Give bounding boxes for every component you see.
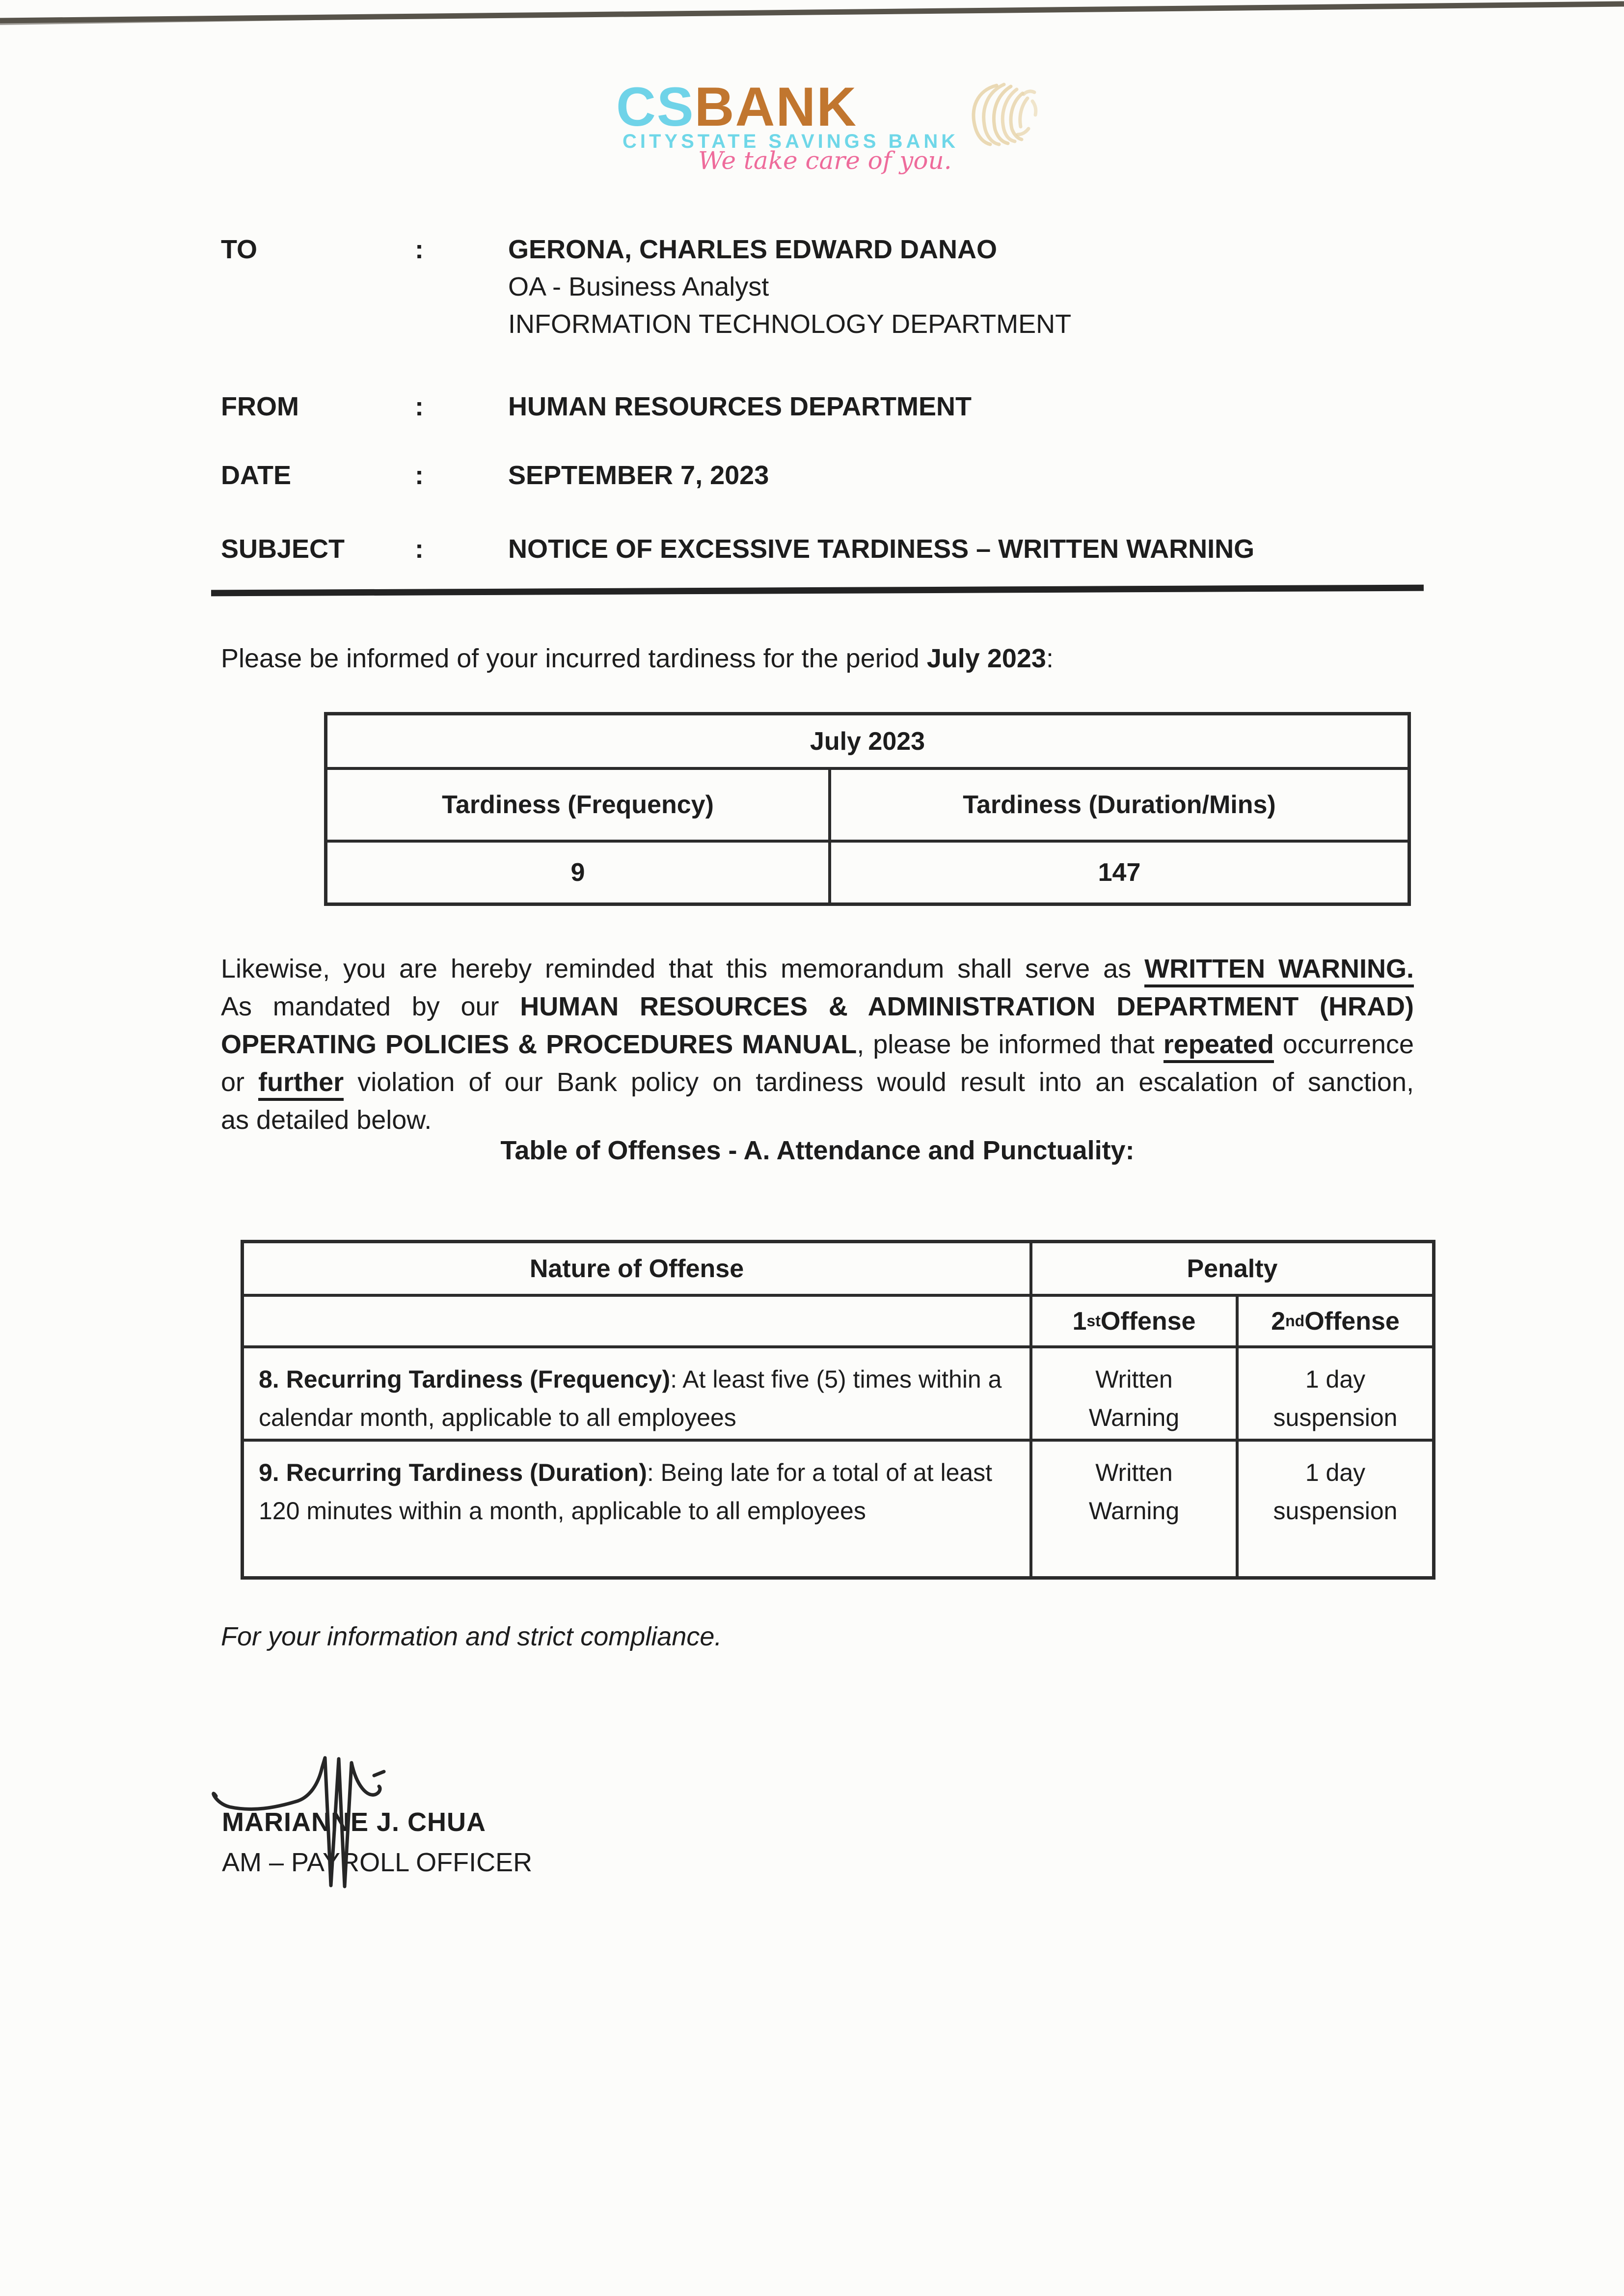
tardiness-frequency-value: 9: [327, 840, 828, 902]
tardiness-table-title: July 2023: [810, 727, 925, 756]
offense-table-heading: Table of Offenses - A. Attendance and Punctuality:: [500, 1136, 1135, 1165]
offense-row-9-description: [244, 1439, 1029, 1576]
line3-text-a: , please be informed that: [857, 1030, 1164, 1059]
body-paragraph: [221, 950, 1414, 1139]
line2-text: As mandated by our: [221, 992, 520, 1021]
offense-8-first-penalty: [1029, 1345, 1236, 1439]
lion-mane-icon: [950, 82, 1046, 146]
penalty-word: suspension: [1273, 1404, 1398, 1431]
to-label: TO: [221, 235, 258, 264]
offense-8-detail: : At least five (5) times within a calendar month, applicable to all employees: [259, 1366, 1002, 1431]
intro-prefix: Please be informed of your incurred tardiness for the period: [221, 644, 927, 673]
penalty-word: Warning: [1088, 1497, 1180, 1525]
from-colon: :: [415, 392, 424, 421]
header-divider-rule: [211, 585, 1424, 597]
to-value: [508, 231, 1071, 343]
offense-table: [241, 1240, 1435, 1580]
date-colon: :: [415, 461, 424, 490]
recipient-department: INFORMATION TECHNOLOGY DEPARTMENT: [508, 309, 1072, 339]
paragraph-line-3: [221, 1026, 1414, 1064]
line4-text-a: or: [221, 1067, 259, 1097]
line3-text-b: occurrence: [1273, 1030, 1414, 1059]
intro-sentence: [221, 643, 1054, 674]
recipient-position: OA - Business Analyst: [508, 272, 769, 301]
intro-colon: :: [1046, 644, 1054, 673]
signatory-name: MARIANNE J. CHUA: [222, 1807, 487, 1837]
first-offense-word: Offense: [1100, 1307, 1196, 1336]
tardiness-duration-header: Tardiness (Duration/Mins): [828, 767, 1407, 840]
offense-9-second-penalty: [1236, 1439, 1432, 1576]
subject-value: NOTICE OF EXCESSIVE TARDINESS – WRITTEN WARNING: [508, 534, 1255, 564]
line1-text: Likewise, you are hereby reminded that this memorandum shall serve as: [221, 954, 1145, 984]
from-label: FROM: [221, 392, 299, 421]
logo-bank-text: BANK: [694, 76, 858, 137]
paragraph-line-5: as detailed below.: [221, 1105, 432, 1135]
hrad-emphasis: HUMAN RESOURCES & ADMINISTRATION DEPARTMENT (HRAD): [520, 992, 1414, 1021]
paragraph-line-4: [221, 1064, 1414, 1101]
paragraph-line-2: [221, 988, 1414, 1026]
first-offense-header: [1029, 1294, 1236, 1345]
offense-9-first-penalty: [1029, 1439, 1236, 1576]
intro-period: July 2023: [926, 644, 1046, 673]
paragraph-line-1: [221, 950, 1414, 988]
signature-scribble: [201, 1738, 407, 1905]
from-value: HUMAN RESOURCES DEPARTMENT: [508, 392, 972, 421]
penalty-word: Written: [1095, 1459, 1173, 1486]
offense-9-title: 9. Recurring Tardiness (Duration): [259, 1459, 647, 1486]
recipient-name: GERONA, CHARLES EDWARD DANAO: [508, 235, 998, 264]
second-offense-header: [1236, 1294, 1432, 1345]
logo-tagline: We take care of you.: [698, 146, 952, 175]
signatory-title: AM – PAYROLL OFFICER: [222, 1848, 533, 1877]
closing-note: For your information and strict compliance.: [221, 1622, 722, 1651]
scan-top-edge-line: [0, 0, 1624, 34]
tardiness-frequency-header: Tardiness (Frequency): [327, 767, 828, 840]
second-offense-word: Offense: [1304, 1307, 1400, 1336]
penalty-word: Written: [1095, 1366, 1173, 1393]
offense-8-second-penalty: [1236, 1345, 1432, 1439]
bank-logo-wordmark: [616, 76, 858, 137]
first-offense-num: 1: [1072, 1307, 1087, 1336]
line4-text-b: violation of our Bank policy on tardiness would result into an escalation of sanction,: [344, 1067, 1414, 1097]
penalty-word: 1 day: [1305, 1366, 1366, 1393]
offense-9-detail: : Being late for a total of at least 120 minutes within a month, applicable to all employees: [259, 1459, 993, 1525]
second-offense-sup: nd: [1285, 1312, 1305, 1330]
logo-cs-text: CS: [616, 76, 695, 137]
penalty-word: suspension: [1273, 1497, 1398, 1525]
to-colon: :: [415, 235, 424, 264]
second-offense-num: 2: [1271, 1307, 1286, 1336]
nature-of-offense-header: Nature of Offense: [529, 1254, 744, 1283]
penalty-word: 1 day: [1305, 1459, 1366, 1486]
subject-colon: :: [415, 534, 424, 564]
empty-cell: [244, 1294, 1029, 1345]
written-warning-emphasis: WRITTEN WARNING.: [1144, 954, 1414, 987]
tardiness-duration-value: 147: [828, 840, 1407, 902]
offense-row-8-description: [244, 1345, 1029, 1439]
tardiness-summary-table: [324, 712, 1411, 906]
penalty-header: Penalty: [1029, 1243, 1432, 1294]
logo-subtitle: CITYSTATE SAVINGS BANK: [623, 131, 959, 152]
repeated-emphasis: repeated: [1164, 1030, 1274, 1063]
date-label: DATE: [221, 461, 291, 490]
penalty-word: Warning: [1088, 1404, 1180, 1431]
offense-8-title: 8. Recurring Tardiness (Frequency): [259, 1366, 671, 1393]
further-emphasis: further: [258, 1067, 344, 1101]
first-offense-sup: st: [1086, 1312, 1101, 1330]
date-value: SEPTEMBER 7, 2023: [508, 461, 769, 490]
manual-emphasis: OPERATING POLICIES & PROCEDURES MANUAL: [221, 1030, 857, 1059]
subject-label: SUBJECT: [221, 534, 345, 564]
